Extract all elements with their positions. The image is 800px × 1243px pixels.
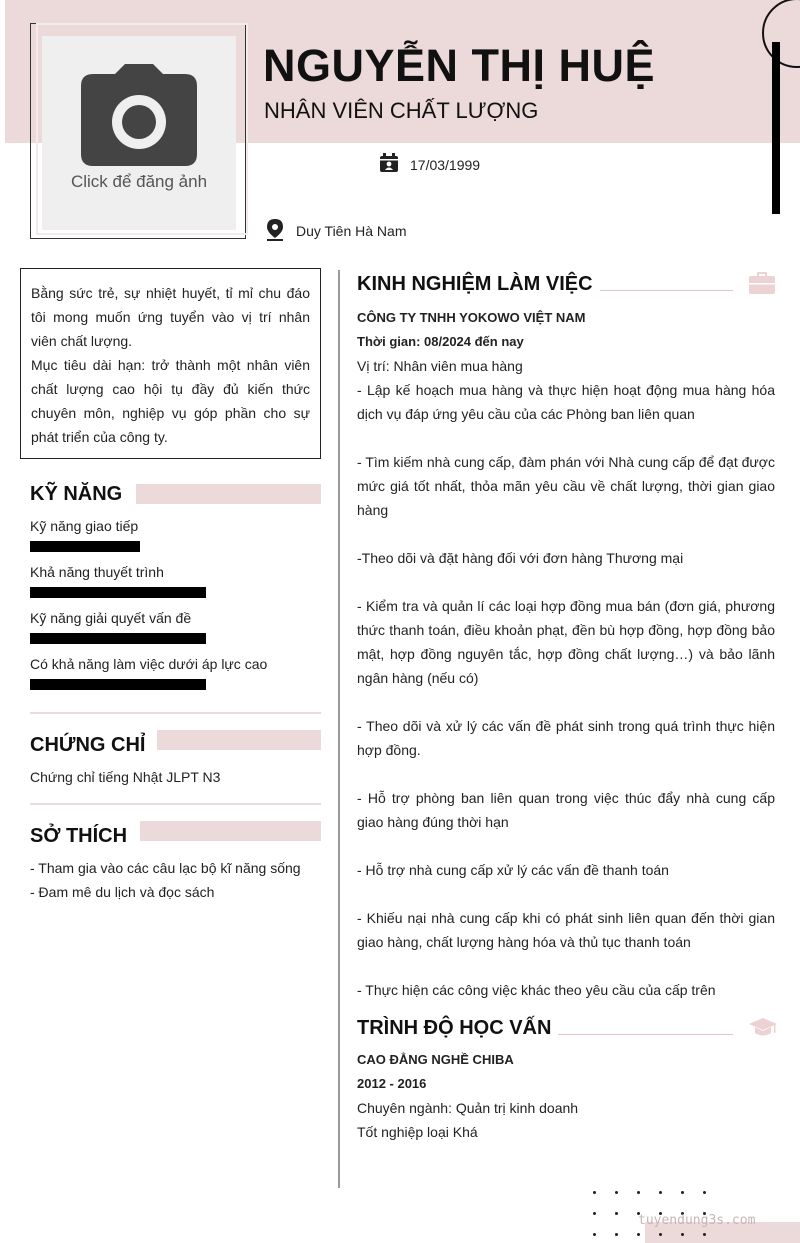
education-title: TRÌNH ĐỘ HỌC VẤN <box>357 1017 552 1039</box>
duty-item: - Kiểm tra và quản lí các loại hợp đồng mua bán (đơn giá, phương thức thanh toán, điều khoản phạt, đền bù hợp đồng, hợp đồng bảo mật, hợp đồng nguyên tắc, hợp đồng chất lượng…) và bảo lãnh ngân hàng (nếu có) <box>357 598 775 686</box>
hobby-item: - Tham gia vào các câu lạc bộ kĩ năng sống <box>30 860 301 876</box>
experience-title-line <box>600 290 733 291</box>
skills-title-bar <box>136 484 321 504</box>
hobbies-title-bar <box>140 821 321 841</box>
hobby-item: - Đam mê du lịch và đọc sách <box>30 884 215 900</box>
skills-title: KỸ NĂNG <box>30 483 123 505</box>
position: Vị trí: Nhân viên mua hàng <box>357 358 523 374</box>
section-divider <box>30 712 321 714</box>
school-name: CAO ĐẲNG NGHỀ CHIBA <box>357 1052 514 1067</box>
photo-upload-label[interactable]: Click để đăng ảnh <box>70 172 208 191</box>
duty-item: - Hỗ trợ nhà cung cấp xử lý các vấn đề thanh toán <box>357 862 669 878</box>
duty-item: - Lập kế hoạch mua hàng và thực hiện hoạt động mua hàng hóa dịch vụ đáp ứng yêu cầu của các Phòng ban liên quan <box>357 382 775 422</box>
company-name: CÔNG TY TNHH YOKOWO VIỆT NAM <box>357 310 586 325</box>
skill-level-bar <box>30 541 140 552</box>
decorative-vertical-bar <box>772 42 780 214</box>
watermark: tuyendung3s.com <box>638 1213 756 1228</box>
career-objective <box>20 268 321 459</box>
location-pin-icon <box>265 219 285 241</box>
section-divider <box>30 803 321 805</box>
employment-period: Thời gian: 08/2024 đến nay <box>357 334 524 349</box>
experience-title: KINH NGHIỆM LÀM VIỆC <box>357 273 593 295</box>
education-entry <box>357 1048 775 1144</box>
objective-line-1: Bằng sức trẻ, sự nhiệt huyết, tỉ mỉ chu đáo tôi mong muốn ứng tuyển vào vị trí nhân viên chất lượng. <box>31 285 310 349</box>
skill-label: Có khả năng làm việc dưới áp lực cao <box>30 656 268 672</box>
graduation-cap-icon <box>749 1018 777 1038</box>
candidate-name: NGUYỄN THỊ HUỆ <box>263 40 656 91</box>
skill-level-bar <box>30 679 206 690</box>
date-of-birth: 17/03/1999 <box>410 157 481 173</box>
duty-item: -Theo dõi và đặt hàng đối với đơn hàng Thương mại <box>357 550 684 566</box>
certificates-title-bar <box>157 730 321 750</box>
hobbies-title: SỞ THÍCH <box>30 825 128 847</box>
duty-item: - Khiếu nại nhà cung cấp khi có phát sinh liên quan đến thời gian giao hàng, chất lượng hàng hóa và thủ tục thanh toán <box>357 910 775 950</box>
calendar-icon <box>379 153 399 173</box>
education-title-line <box>558 1034 733 1035</box>
job-title: NHÂN VIÊN CHẤT LƯỢNG <box>264 98 539 123</box>
briefcase-icon <box>749 272 775 294</box>
duty-item: - Tìm kiếm nhà cung cấp, đàm phán với Nhà cung cấp để đạt được mức giá tốt nhất, thỏa mãn yêu cầu về chất lượng, thời gian giao hàng <box>357 454 775 518</box>
column-separator <box>338 270 340 1188</box>
skill-label: Kỹ năng giải quyết vấn đề <box>30 610 192 626</box>
graduation-grade: Tốt nghiệp loại Khá <box>357 1124 478 1140</box>
study-years: 2012 - 2016 <box>357 1076 427 1091</box>
skill-label: Khả năng thuyết trình <box>30 564 164 580</box>
experience-entry <box>357 306 775 1002</box>
duty-item: - Thực hiện các công việc khác theo yêu cầu của cấp trên <box>357 982 716 998</box>
skill-label: Kỹ năng giao tiếp <box>30 518 139 534</box>
skill-level-bar <box>30 587 206 598</box>
objective-line-2: Mục tiêu dài hạn: trở thành một nhân viên chất lượng cao hội tụ đầy đủ kiến thức chuyên môn, nghiệp vụ góp phần cho sự phát triển của công ty. <box>31 357 310 445</box>
certificate-item: Chứng chỉ tiếng Nhật JLPT N3 <box>30 769 221 785</box>
address: Duy Tiên Hà Nam <box>296 223 407 239</box>
major: Chuyên ngành: Quản trị kinh doanh <box>357 1100 579 1116</box>
camera-icon[interactable] <box>81 64 197 166</box>
duty-item: - Theo dõi và xử lý các vấn đề phát sinh trong quá trình thực hiện hợp đồng. <box>357 718 775 758</box>
duty-item: - Hỗ trợ phòng ban liên quan trong việc thúc đẩy nhà cung cấp giao hàng đúng thời hạn <box>357 790 775 830</box>
skill-level-bar <box>30 633 206 644</box>
certificates-title: CHỨNG CHỈ <box>30 734 146 756</box>
